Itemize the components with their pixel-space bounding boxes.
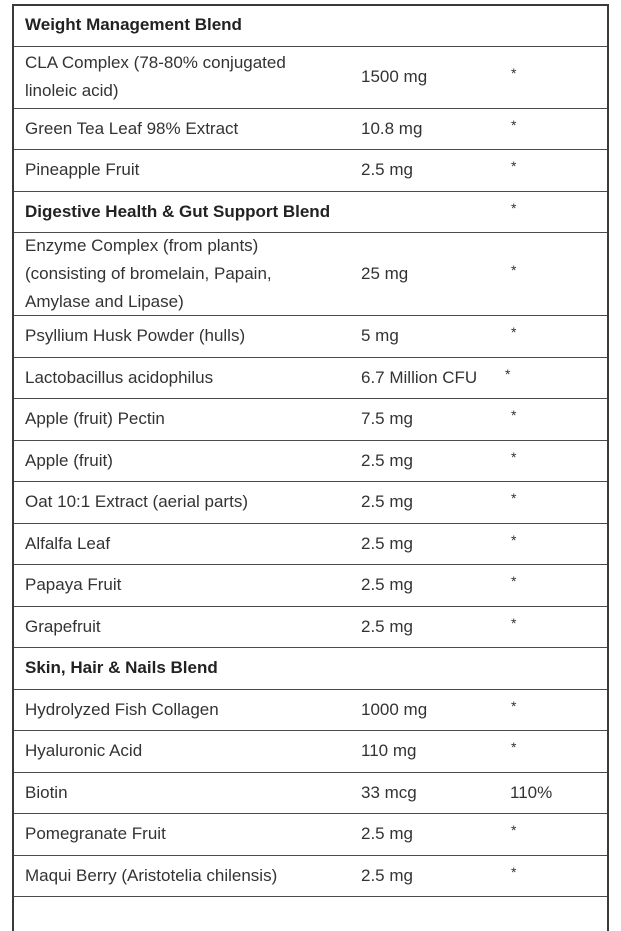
daily-value-cell: * xyxy=(511,65,517,81)
daily-value-cell: * xyxy=(511,822,517,839)
amount-cell: 25 mg xyxy=(361,264,409,283)
ingredient-name: Hydrolyzed Fish Collagen xyxy=(25,699,219,719)
ingredient-name: Apple (fruit) xyxy=(25,450,113,470)
daily-value-cell: * xyxy=(511,407,517,424)
daily-value-cell: * xyxy=(511,262,517,278)
ingredient-name: Grapefruit xyxy=(25,616,101,636)
daily-value-cell: * xyxy=(511,116,517,133)
ingredient-name: Lactobacillus acidophilus xyxy=(25,367,214,387)
ingredient-name: Biotin xyxy=(25,782,68,802)
table-row xyxy=(14,648,607,690)
daily-value-cell: * xyxy=(511,863,517,880)
daily-value-cell: * xyxy=(511,158,517,175)
table-row xyxy=(14,607,607,649)
ingredient-name: Alfalfa Leaf xyxy=(25,533,111,553)
table-row xyxy=(14,150,607,192)
table-row xyxy=(14,731,607,773)
table-row xyxy=(14,565,607,607)
table-row xyxy=(14,524,607,566)
table-row xyxy=(14,690,607,732)
amount-cell: 1000 mg xyxy=(361,699,428,719)
amount-cell: 33 mcg xyxy=(361,782,417,802)
ingredient-name: CLA Complex (78-80% conjugated linoleic acid) xyxy=(25,53,286,100)
table-row xyxy=(14,233,607,316)
table-row xyxy=(14,47,607,109)
ingredient-name: Maqui Berry (Aristotelia chilensis) xyxy=(25,865,278,885)
amount-cell: 2.5 mg xyxy=(361,575,413,595)
daily-value-cell: * xyxy=(511,490,517,507)
amount-cell: 2.5 mg xyxy=(361,450,413,470)
blend-header-skin-hair-nails: Skin, Hair & Nails Blend xyxy=(25,658,218,678)
ingredient-name: Papaya Fruit xyxy=(25,575,122,595)
daily-value-cell: * xyxy=(511,531,517,548)
daily-value-cell: * xyxy=(511,697,517,714)
amount-cell: 2.5 mg xyxy=(361,616,413,636)
amount-cell: 2.5 mg xyxy=(361,492,413,512)
amount-cell: 2.5 mg xyxy=(361,824,413,844)
ingredient-name: Hyaluronic Acid xyxy=(25,741,143,761)
ingredient-name: Apple (fruit) Pectin xyxy=(25,409,165,429)
table-row xyxy=(14,814,607,856)
amount-cell: 1500 mg xyxy=(361,67,428,86)
amount-cell: 5 mg xyxy=(361,326,399,346)
amount-cell: 7.5 mg xyxy=(361,409,413,429)
daily-value-cell: 110% xyxy=(510,782,553,802)
daily-value-cell: * xyxy=(511,199,517,216)
amount-cell: 6.7 Million CFU xyxy=(361,367,478,387)
table-row xyxy=(14,773,607,815)
daily-value-cell: * xyxy=(511,448,517,465)
blend-header-digestive-health: Digestive Health & Gut Support Blend xyxy=(25,201,331,221)
table-row xyxy=(14,192,607,234)
amount-cell: 2.5 mg xyxy=(361,160,413,180)
daily-value-cell: * xyxy=(511,573,517,590)
blend-header-weight-management: Weight Management Blend xyxy=(25,15,242,35)
daily-value-cell: * xyxy=(505,365,511,382)
table-row xyxy=(14,358,607,400)
ingredient-name: Psyllium Husk Powder (hulls) xyxy=(25,326,246,346)
ingredient-name: Pineapple Fruit xyxy=(25,160,140,180)
ingredient-name: Pomegranate Fruit xyxy=(25,824,166,844)
table-row xyxy=(14,316,607,358)
ingredient-name: Enzyme Complex (from plants) (consisting of bromelain, Papain, Amylase and Lipase) xyxy=(25,236,272,311)
ingredient-name: Green Tea Leaf 98% Extract xyxy=(25,118,239,138)
daily-value-cell: * xyxy=(511,614,517,631)
table-row xyxy=(14,5,607,47)
amount-cell: 2.5 mg xyxy=(361,865,413,885)
table-row xyxy=(14,856,607,898)
ingredient-name: Oat 10:1 Extract (aerial parts) xyxy=(25,492,248,512)
table-row xyxy=(14,109,607,151)
amount-cell: 10.8 mg xyxy=(361,118,423,138)
daily-value-cell: * xyxy=(511,739,517,756)
table-row xyxy=(14,482,607,524)
table-row xyxy=(14,441,607,483)
amount-cell: 110 mg xyxy=(361,741,417,761)
daily-value-cell: * xyxy=(511,324,517,341)
amount-cell: 2.5 mg xyxy=(361,533,413,553)
supplement-facts-table xyxy=(14,5,607,897)
table-row xyxy=(14,399,607,441)
